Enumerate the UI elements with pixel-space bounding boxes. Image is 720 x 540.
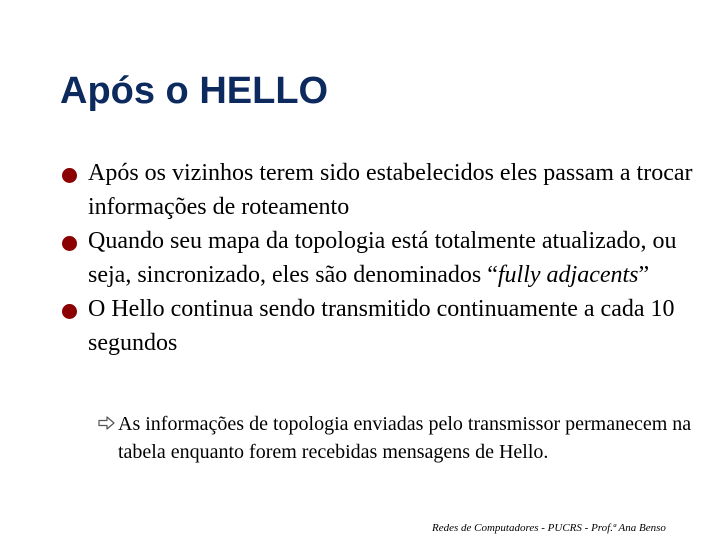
slide-title: Após o HELLO bbox=[60, 70, 329, 112]
bullet-text: O Hello continua sendo transmitido continuamente a cada 10 segundos bbox=[88, 296, 675, 356]
bullet-text: Após os vizinhos terem sido estabelecidos eles passam a trocar informações de roteamento bbox=[88, 160, 693, 220]
bullet-list bbox=[60, 156, 700, 360]
bullet-item bbox=[60, 156, 700, 224]
arrow-right-icon bbox=[98, 416, 115, 430]
bullet-emphasis: fully adjacents bbox=[497, 262, 639, 288]
bullet-dot-icon bbox=[62, 304, 77, 319]
bullet-text: Quando seu mapa da topologia está totalmente atualizado, ou seja, sincronizado, eles são denominados “ bbox=[88, 228, 677, 288]
slide-footer: Redes de Computadores - PUCRS - Prof.ª Ana Benso bbox=[432, 522, 666, 534]
bullet-item bbox=[60, 292, 700, 360]
bullet-dot-icon bbox=[62, 168, 77, 183]
bullet-item bbox=[60, 224, 700, 292]
sub-bullet-text: As informações de topologia enviadas pelo transmissor permanecem na tabela enquanto forem recebidas mensagens de Hello. bbox=[118, 413, 692, 463]
sub-bullet-item bbox=[98, 410, 718, 466]
bullet-text-end: ” bbox=[638, 262, 650, 288]
bullet-dot-icon bbox=[62, 236, 77, 251]
